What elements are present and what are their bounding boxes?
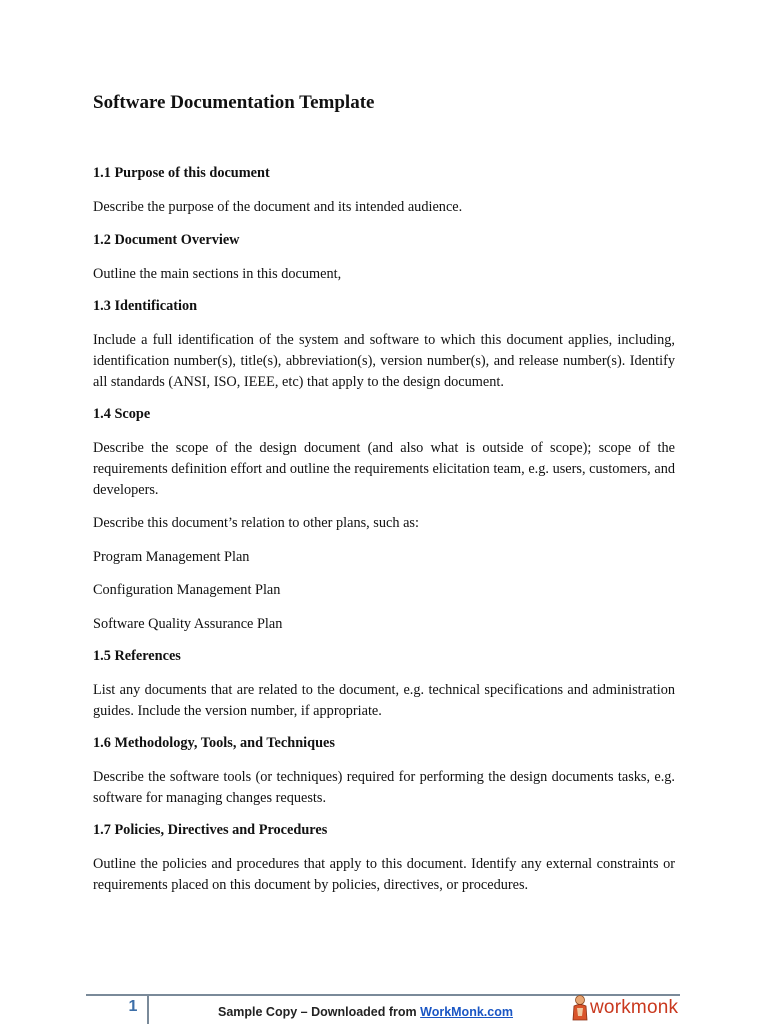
page-number: 1: [128, 998, 138, 1015]
section-paragraph: List any documents that are related to the document, e.g. technical specifications and administration guides. Include the version number, if appropriate.: [93, 682, 675, 719]
section-paragraph: Describe the purpose of the document and its intended audience.: [93, 199, 463, 215]
logo-wordmark: workmonk: [590, 997, 679, 1018]
document-body: [93, 164, 675, 908]
document-title: Software Documentation Template: [93, 92, 375, 113]
section-paragraph: Include a full identification of the system and software to which this document applies, including, identification number(s), title(s), abbreviation(s), version number(s), and release number(s). Identify all standards (ANSI, ISO, IEEE, etc) that apply to the design document.: [93, 332, 675, 390]
section-heading: 1.2 Document Overview: [93, 231, 240, 248]
footer-text: [218, 1005, 513, 1019]
workmonk-logo: [571, 994, 678, 1022]
footer-sample-copy: Sample Copy – Downloaded from: [218, 1005, 421, 1019]
section-heading: 1.4 Scope: [93, 406, 151, 422]
section-heading: 1.5 References: [93, 648, 181, 664]
plan-item: Configuration Management Plan: [93, 582, 281, 598]
section-heading: 1.6 Methodology, Tools, and Techniques: [93, 735, 335, 751]
section-paragraph: Outline the main sections in this document,: [93, 265, 342, 282]
section-heading: 1.7 Policies, Directives and Procedures: [93, 822, 328, 838]
section-paragraph: Describe the software tools (or techniques) required for performing the design documents tasks, e.g. software for managing changes requests.: [93, 769, 675, 806]
page-number-separator: [147, 996, 149, 1024]
plan-item: Software Quality Assurance Plan: [93, 615, 283, 632]
section-heading: 1.1 Purpose of this document: [93, 165, 270, 181]
monk-mascot-icon: [571, 994, 589, 1022]
workmonk-link[interactable]: WorkMonk.com: [420, 1005, 513, 1019]
section-paragraph: Describe the scope of the design document (and also what is outside of scope); scope of the requirements definition effort and outline the requirements elicitation team, e.g. users, customers, and developers.: [93, 440, 675, 498]
section-heading: 1.3 Identification: [93, 298, 198, 314]
plan-item: Program Management Plan: [93, 548, 250, 565]
section-paragraph: Describe this document’s relation to other plans, such as:: [93, 515, 419, 531]
section-paragraph: Outline the policies and procedures that apply to this document. Identify any external constraints or requirements placed on this document by policies, directives, or procedures.: [93, 856, 675, 893]
